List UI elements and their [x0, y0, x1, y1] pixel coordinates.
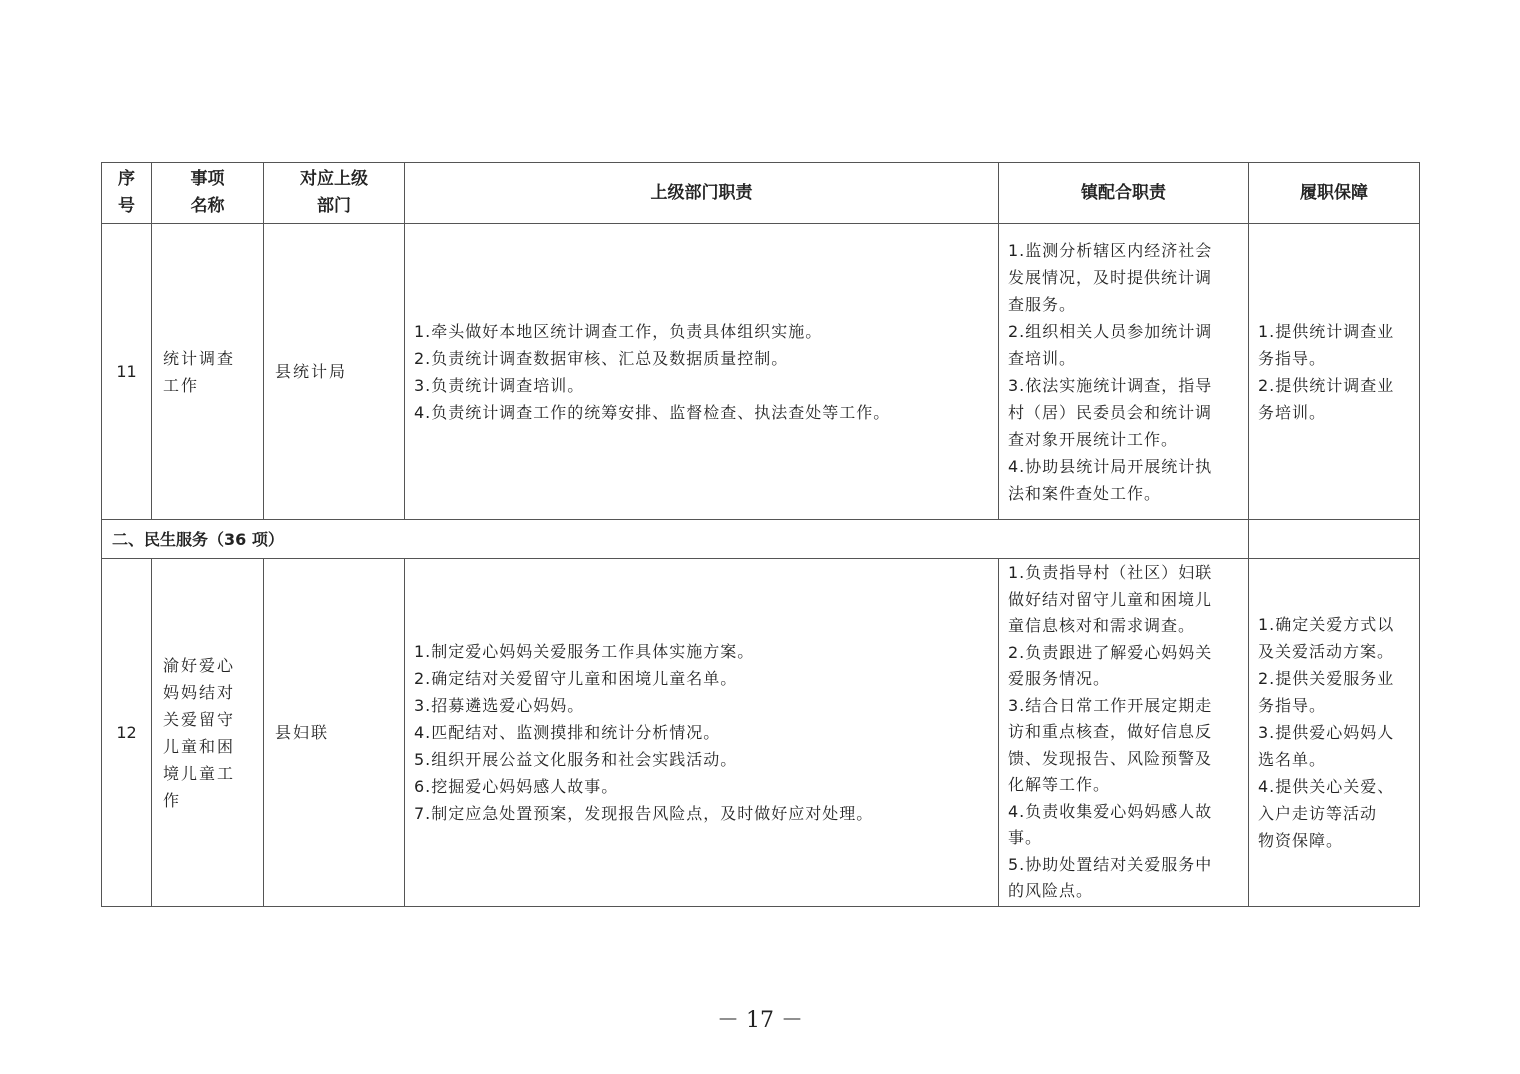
superior-duty: 1.牵头做好本地区统计调查工作，负责具体组织实施。 2.负责统计调查数据审核、汇总及数据质量控制。 3.负责统计调查培训。 4.负责统计调查工作的统筹安排、监督检查、执法查处等工作。 — [405, 224, 999, 520]
superior-dept: 县统计局 — [264, 224, 405, 520]
item-name: 渝好爱心 妈妈结对 关爱留守 儿童和困 境儿童工 作 — [152, 559, 264, 907]
row-number: 11 — [102, 224, 152, 520]
guarantee: 1.提供统计调查业 务指导。 2.提供统计调查业 务培训。 — [1249, 224, 1420, 520]
table-row — [102, 224, 1420, 520]
header-item-name: 事项 名称 — [152, 163, 264, 224]
header-row — [102, 163, 1420, 224]
header-town-duty: 镇配合职责 — [999, 163, 1249, 224]
header-seq: 序 号 — [102, 163, 152, 224]
section-title: 二、民生服务（36 项） — [102, 520, 1249, 559]
section-row — [102, 520, 1420, 559]
page-number: － 17 － — [717, 1008, 803, 1033]
section-empty-cell — [1249, 520, 1420, 559]
header-superior-duty: 上级部门职责 — [405, 163, 999, 224]
duty-table — [101, 162, 1420, 907]
guarantee: 1.确定关爱方式以 及关爱活动方案。 2.提供关爱服务业 务指导。 3.提供爱心妈妈人 选名单。 4.提供关心关爱、 入户走访等活动 物资保障。 — [1249, 559, 1420, 907]
header-guarantee: 履职保障 — [1249, 163, 1420, 224]
item-name: 统计调查 工作 — [152, 224, 264, 520]
header-superior-dept: 对应上级 部门 — [264, 163, 405, 224]
table-row — [102, 559, 1420, 907]
row-number: 12 — [102, 559, 152, 907]
superior-dept: 县妇联 — [264, 559, 405, 907]
town-duty: 1.负责指导村（社区）妇联 做好结对留守儿童和困境儿 童信息核对和需求调查。 2.负责跟进了解爱心妈妈关 爱服务情况。 3.结合日常工作开展定期走 访和重点核查，做好信息反 馈、发现报告、风险预警及 化解等工作。 4.负责收集爱心妈妈感人故 事。 5.协助处置结对关爱服务中 的风险点。 — [999, 559, 1249, 907]
town-duty: 1.监测分析辖区内经济社会 发展情况，及时提供统计调 查服务。 2.组织相关人员参加统计调 查培训。 3.依法实施统计调查，指导 村（居）民委员会和统计调 查对象开展统计工作。 4.协助县统计局开展统计执 法和案件查处工作。 — [999, 224, 1249, 520]
superior-duty: 1.制定爱心妈妈关爱服务工作具体实施方案。 2.确定结对关爱留守儿童和困境儿童名单。 3.招募遴选爱心妈妈。 4.匹配结对、监测摸排和统计分析情况。 5.组织开展公益文化服务和社会实践活动。 6.挖掘爱心妈妈感人故事。 7.制定应急处置预案，发现报告风险点，及时做好应对处理。 — [405, 559, 999, 907]
